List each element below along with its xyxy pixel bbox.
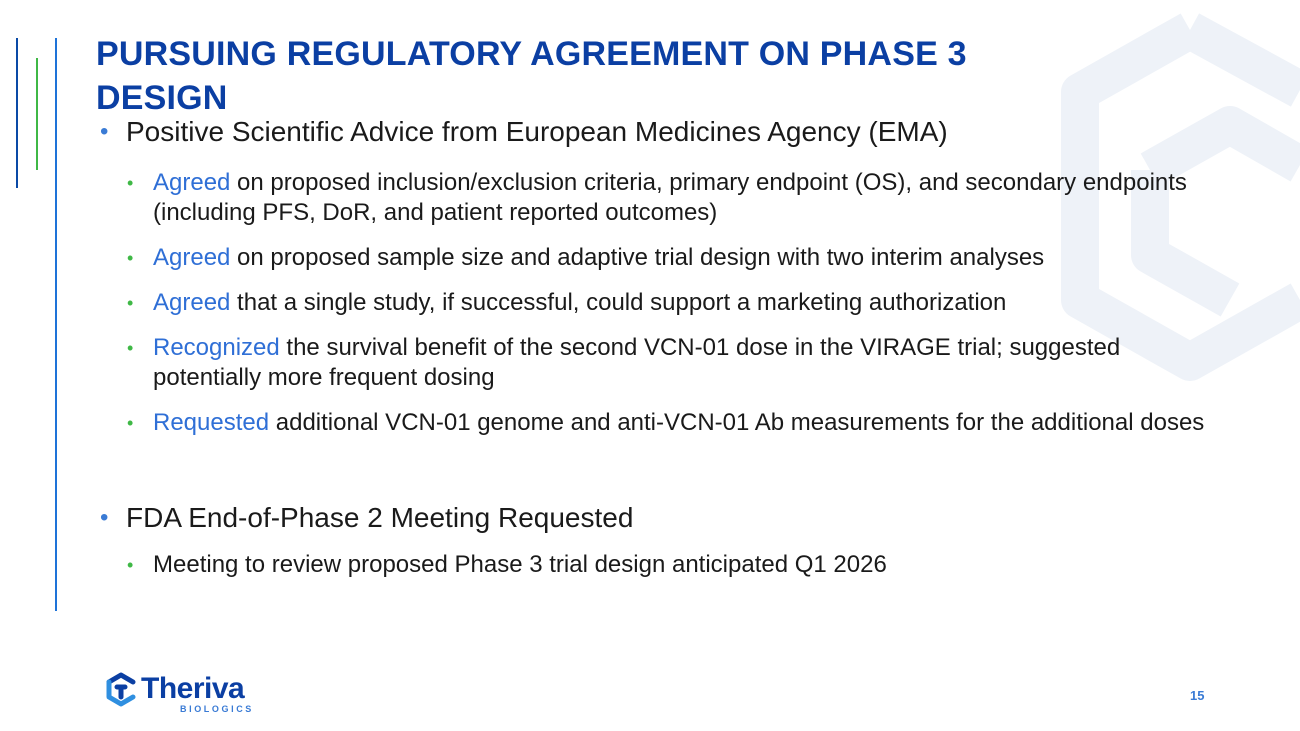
list-item — [127, 168, 1233, 228]
list-item — [127, 243, 1233, 273]
item-text: additional VCN-01 genome and anti-VCN-01 Ab measurements for the additional doses — [269, 409, 1205, 436]
item-text: on proposed sample size and adaptive trial design with two interim analyses — [230, 244, 1045, 271]
bullet-icon: • — [127, 293, 134, 313]
section-heading-ema — [100, 115, 948, 149]
item-accent-text: Agreed — [153, 289, 231, 316]
logo-subtitle: BIOLOGICS — [180, 704, 254, 714]
decorative-line-navy — [16, 38, 18, 188]
bullet-icon: • — [100, 118, 109, 145]
item-accent-text: Requested — [153, 409, 270, 436]
section-heading-text: FDA End-of-Phase 2 Meeting Requested — [126, 502, 634, 533]
company-logo — [103, 672, 263, 716]
item-text: Meeting to review proposed Phase 3 trial design anticipated Q1 2026 — [153, 551, 887, 578]
item-text: the survival benefit of the second VCN-01 dose in the VIRAGE trial; suggested potentially more frequent dosing — [153, 334, 1121, 391]
list-item — [127, 408, 1233, 438]
logo-wordmark: Theriva — [141, 672, 245, 705]
bullet-icon: • — [100, 504, 109, 531]
section-heading-text: Positive Scientific Advice from European Medicines Agency (EMA) — [126, 116, 948, 147]
item-accent-text: Recognized — [153, 334, 280, 361]
list-item — [127, 333, 1233, 393]
item-accent-text: Agreed — [153, 244, 231, 271]
bullet-icon: • — [127, 248, 134, 268]
bullet-icon: • — [127, 173, 134, 193]
decorative-line-blue — [55, 38, 57, 611]
bullet-icon: • — [127, 413, 134, 433]
page-number: 15 — [1190, 688, 1205, 703]
section-heading-fda — [100, 501, 633, 535]
slide-title: PURSUING REGULATORY AGREEMENT ON PHASE 3 DESIGN — [96, 35, 967, 117]
item-text: that a single study, if successful, could support a marketing authorization — [230, 289, 1007, 316]
decorative-line-green — [36, 58, 38, 170]
item-text: on proposed inclusion/exclusion criteria, primary endpoint (OS), and secondary endpoints (including PFS, DoR, and patient reported outcomes) — [153, 169, 1187, 226]
list-item — [127, 288, 1233, 318]
bullet-icon: • — [127, 338, 134, 358]
bullet-icon: • — [127, 555, 134, 575]
theriva-logo-mark-icon — [103, 672, 139, 708]
item-accent-text: Agreed — [153, 169, 231, 196]
list-item — [127, 550, 1233, 580]
